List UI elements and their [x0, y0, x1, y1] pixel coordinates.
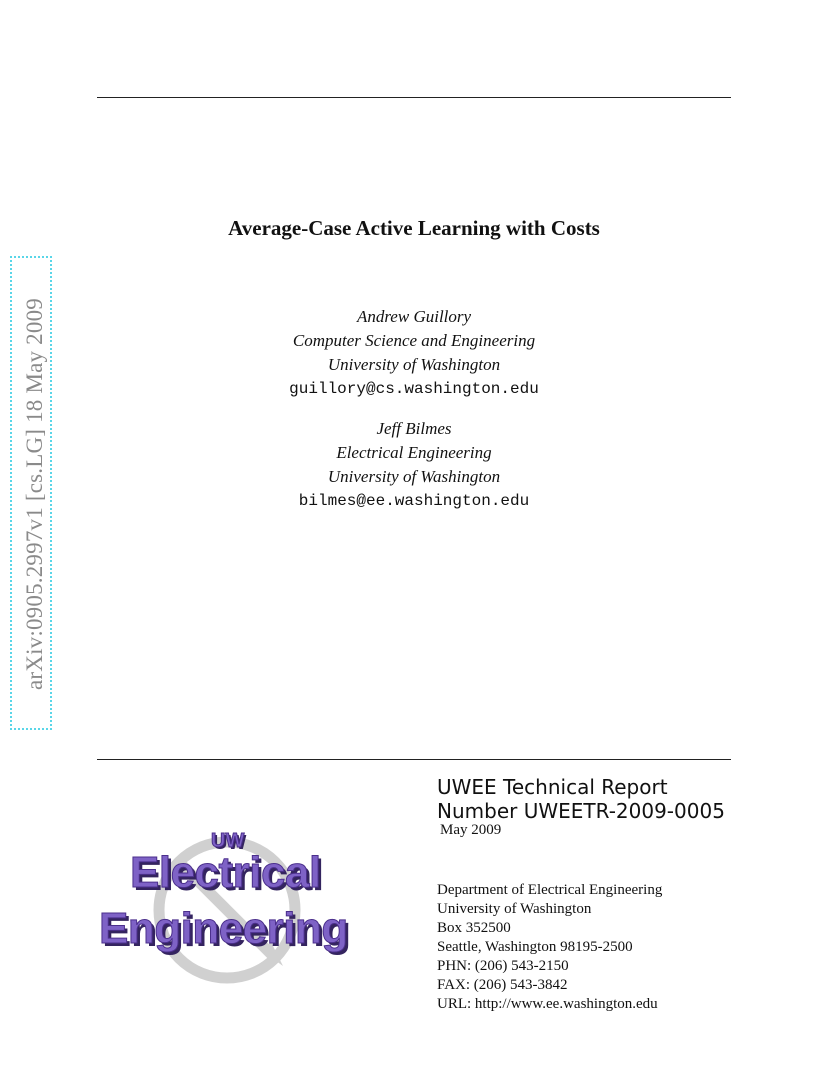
author-department: Computer Science and Engineering: [292, 331, 536, 350]
logo-uw: UW: [211, 830, 245, 852]
author-department: Electrical Engineering: [336, 443, 492, 462]
report-title: [437, 775, 725, 823]
uw-ee-logo: [95, 826, 375, 996]
report-date: May 2009: [440, 822, 502, 838]
address-line: FAX: (206) 543-3842: [437, 977, 568, 993]
address-line: Seattle, Washington 98195-2500: [437, 939, 633, 955]
author-email[interactable]: bilmes@ee.washington.edu: [298, 492, 530, 510]
author-block: [0, 305, 828, 401]
author-institution: University of Washington: [327, 355, 501, 374]
top-rule: [97, 97, 731, 98]
address-url[interactable]: URL: http://www.ee.washington.edu: [437, 996, 658, 1012]
address-line: Box 352500: [437, 920, 511, 936]
logo-electrical: Electrical: [130, 848, 321, 897]
bottom-rule: [97, 759, 731, 760]
arxiv-stamp-text[interactable]: arXiv:0905.2997v1 [cs.LG] 18 May 2009: [22, 298, 47, 690]
address-line: Department of Electrical Engineering: [437, 882, 663, 898]
author-institution: University of Washington: [327, 467, 501, 486]
author-block: [0, 417, 828, 513]
department-address: [437, 881, 662, 1014]
report-number: Number UWEETR-2009-0005: [437, 799, 725, 823]
paper-title: Average-Case Active Learning with Costs: [228, 216, 600, 240]
address-line: University of Washington: [437, 901, 592, 917]
author-email[interactable]: guillory@cs.washington.edu: [289, 380, 539, 398]
report-title-line1: UWEE Technical Report: [437, 775, 668, 799]
author-name: Andrew Guillory: [356, 307, 472, 326]
address-line: PHN: (206) 543-2150: [437, 958, 569, 974]
author-name: Jeff Bilmes: [376, 419, 452, 438]
logo-engineering: Engineering: [99, 904, 348, 953]
